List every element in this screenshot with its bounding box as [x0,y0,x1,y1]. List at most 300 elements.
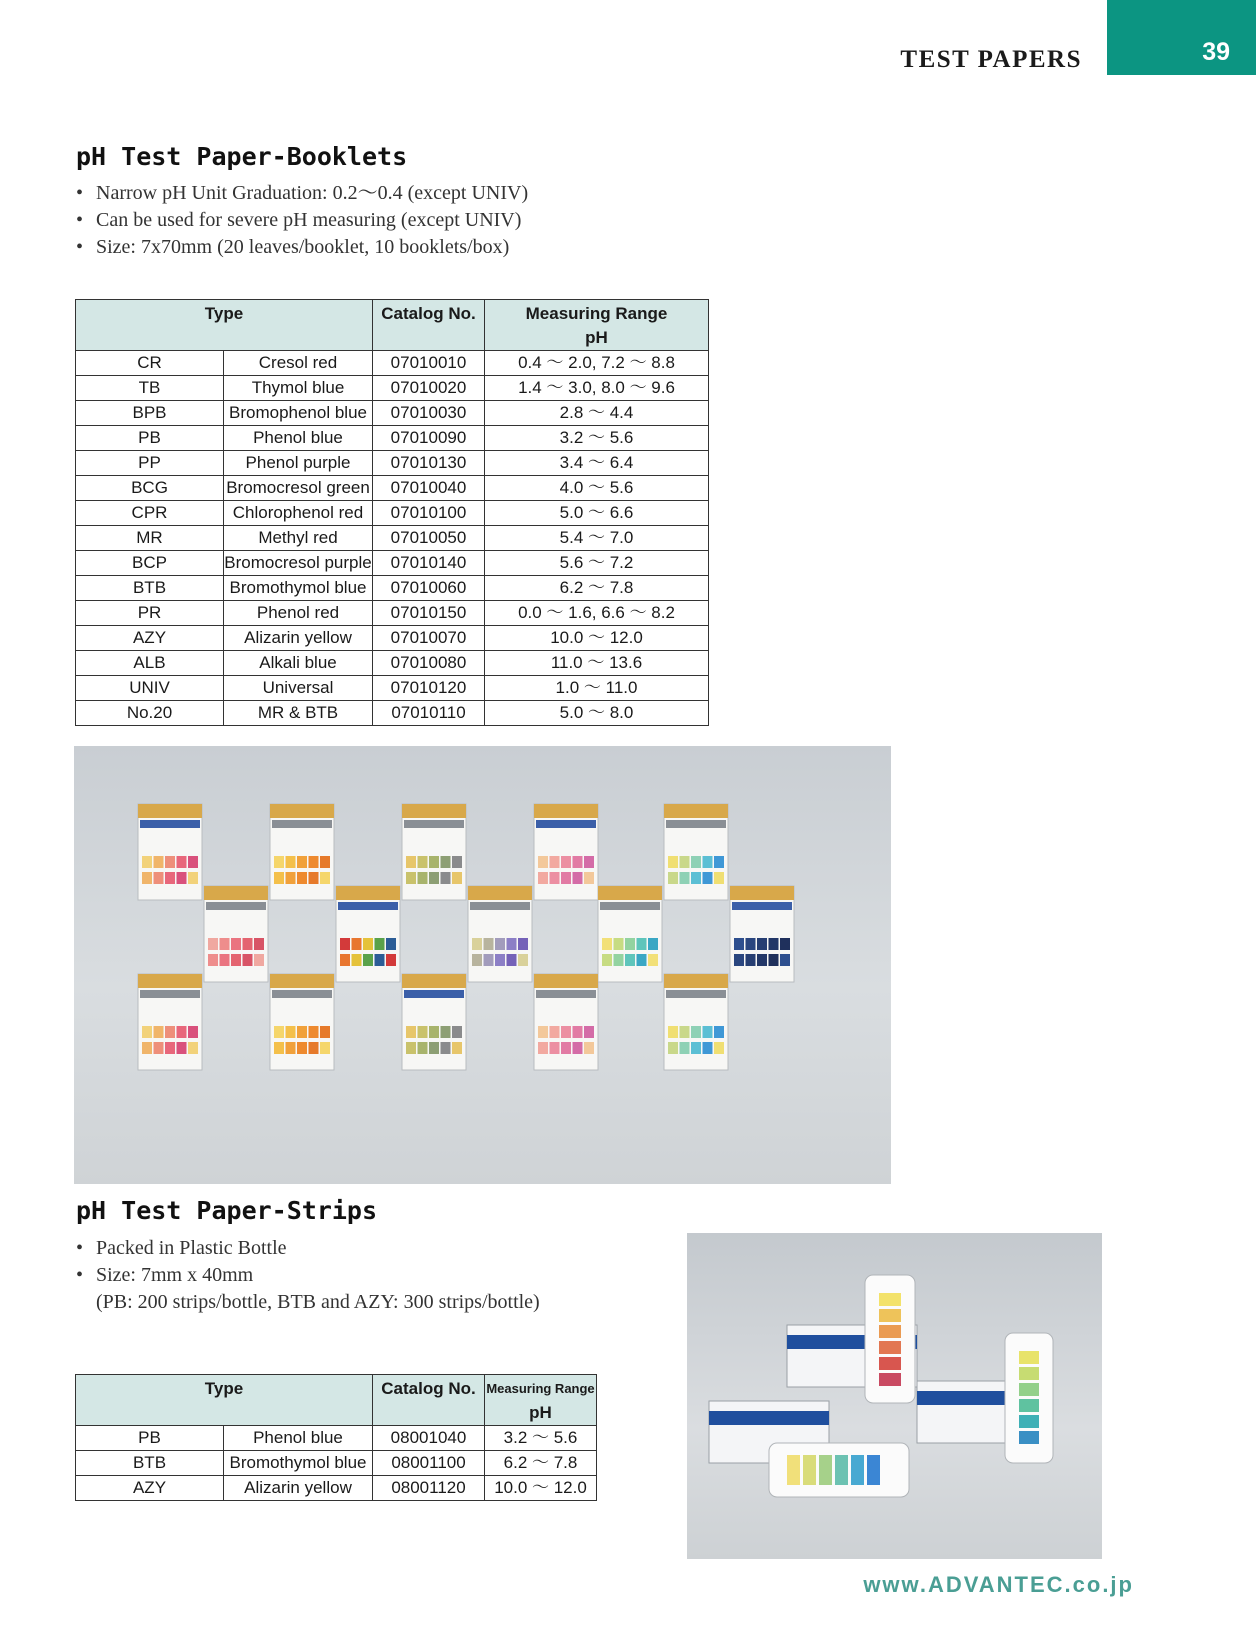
bullet-text: Size: 7mm x 40mm [96,1264,254,1286]
color-swatch [668,1042,678,1054]
color-swatch [274,872,284,884]
bullet-item [76,234,528,261]
color-swatch [220,954,230,966]
color-swatch [879,1309,901,1322]
booklet-band [140,990,200,998]
color-swatch [177,856,187,868]
color-swatch [254,938,264,950]
color-swatch [274,1042,284,1054]
bullet-text: Narrow pH Unit Graduation: 0.2〜0.4 (except UNIV) [96,182,529,204]
cell-code: PP [76,451,224,476]
cell-catalog: 08001120 [373,1476,485,1501]
booklet [204,886,268,982]
cell-code: AZY [76,626,224,651]
color-swatch [188,872,198,884]
color-swatch [851,1455,864,1485]
color-swatch [406,856,416,868]
color-swatch [879,1341,901,1354]
color-swatch [177,1026,187,1038]
cell-range: 5.6 〜 7.2 [485,551,709,576]
color-swatch [441,1042,451,1054]
cell-code: TB [76,376,224,401]
color-swatch [714,856,724,868]
range-label: Measuring Range [486,1381,595,1396]
cell-range: 5.0 〜 8.0 [485,701,709,726]
color-swatch [429,1042,439,1054]
color-swatch [154,1042,164,1054]
booklet [402,804,466,900]
color-swatch [188,856,198,868]
color-swatch [879,1293,901,1306]
booklet-body [468,886,532,982]
color-swatch [418,1026,428,1038]
cell-name: Bromophenol blue [224,401,373,426]
color-swatch [386,938,396,950]
color-swatch [363,938,373,950]
bullet-text: Packed in Plastic Bottle [96,1237,287,1259]
booklet-body [336,886,400,982]
color-swatch [177,1042,187,1054]
booklets-table-body [76,351,709,726]
booklet-band [404,990,464,998]
color-swatch [429,1026,439,1038]
page-number: 39 [1202,38,1230,66]
cell-range: 2.8 〜 4.4 [485,401,709,426]
color-swatch [550,1042,560,1054]
color-swatch [648,938,658,950]
strips-title: pH Test Paper-Strips [76,1196,378,1225]
bullet-text: Size: 7x70mm (20 leaves/booklet, 10 booklets/box) [96,236,510,258]
color-swatch [286,1042,296,1054]
color-swatch [452,872,462,884]
color-swatch [637,938,647,950]
booklet-strip-edge [730,886,794,900]
color-swatch [680,1026,690,1038]
booklet-band [666,990,726,998]
color-swatch [769,938,779,950]
strips-spec-table [75,1374,597,1501]
cell-code: CPR [76,501,224,526]
color-swatch [231,954,241,966]
booklet-body [664,974,728,1070]
cell-catalog: 07010030 [373,401,485,426]
booklet-strip-edge [402,804,466,818]
color-swatch [208,938,218,950]
color-swatch [340,938,350,950]
booklet-band [272,990,332,998]
column-header-range [485,1375,597,1426]
booklet-strip-edge [598,886,662,900]
color-swatch [573,856,583,868]
color-swatch [309,1042,319,1054]
color-swatch [573,1026,583,1038]
strips-table-body [76,1426,597,1501]
color-swatch [835,1455,848,1485]
color-swatch [573,872,583,884]
booklet-band [140,820,200,828]
color-swatch [165,1026,175,1038]
cell-range: 6.2 〜 7.8 [485,576,709,601]
booklet-band [470,902,530,910]
color-swatch [746,954,756,966]
color-swatch [680,856,690,868]
color-swatch [220,938,230,950]
color-swatch [309,872,319,884]
color-swatch [561,872,571,884]
color-swatch [780,938,790,950]
bullet-item [76,1262,540,1289]
color-swatch [231,938,241,950]
cell-name: Bromothymol blue [224,576,373,601]
booklet-band [536,990,596,998]
booklet [138,804,202,900]
color-swatch [879,1325,901,1338]
cell-range: 10.0 〜 12.0 [485,1476,597,1501]
column-header-type: Type [76,1375,373,1426]
cell-catalog: 07010140 [373,551,485,576]
cell-range: 6.2 〜 7.8 [485,1451,597,1476]
booklet [664,974,728,1070]
color-swatch [584,1042,594,1054]
booklet [336,886,400,982]
booklet-body [138,974,202,1070]
cell-name: Bromocresol purple [224,551,373,576]
color-swatch [352,954,362,966]
color-swatch [787,1455,800,1485]
booklets-product-photo [74,746,891,1184]
color-swatch [375,954,385,966]
booklet [664,804,728,900]
color-swatch [406,1042,416,1054]
color-swatch [879,1357,901,1370]
booklet-strip-edge [270,804,334,818]
color-swatch [142,1026,152,1038]
table-row [76,551,709,576]
color-swatch [495,954,505,966]
color-swatch [538,872,548,884]
color-swatch [518,954,528,966]
color-swatch [441,872,451,884]
color-swatch [691,856,701,868]
booklet [270,974,334,1070]
color-swatch [472,954,482,966]
table-row [76,1426,597,1451]
cell-catalog: 07010110 [373,701,485,726]
color-swatch [165,872,175,884]
color-swatch [703,872,713,884]
color-swatch [614,938,624,950]
color-swatch [1019,1367,1039,1380]
booklet-band [536,820,596,828]
range-unit: pH [529,1403,552,1422]
cell-code: MR [76,526,224,551]
booklet-body [270,974,334,1070]
cell-name: Bromothymol blue [224,1451,373,1476]
color-swatch [254,954,264,966]
color-swatch [429,872,439,884]
cell-name: Cresol red [224,351,373,376]
booklet [598,886,662,982]
cell-catalog: 07010100 [373,501,485,526]
color-swatch [734,938,744,950]
cell-name: Phenol purple [224,451,373,476]
booklet-strip-edge [138,974,202,988]
cell-range: 3.4 〜 6.4 [485,451,709,476]
color-swatch [452,1026,462,1038]
color-swatch [703,1026,713,1038]
color-swatch [297,1042,307,1054]
bullet-continuation: (PB: 200 strips/bottle, BTB and AZY: 300 strips/bottle) [96,1291,540,1313]
bottles-illustration [687,1233,1102,1559]
cell-catalog: 07010050 [373,526,485,551]
color-swatch [734,954,744,966]
color-swatch [584,872,594,884]
color-swatch [154,1026,164,1038]
color-swatch [386,954,396,966]
booklet-band [404,820,464,828]
cell-catalog: 07010040 [373,476,485,501]
color-swatch [691,872,701,884]
color-swatch [363,954,373,966]
strips-product-photo [687,1233,1102,1559]
color-swatch [154,856,164,868]
color-swatch [703,1042,713,1054]
table-row [76,376,709,401]
booklet [534,804,598,900]
color-swatch [484,954,494,966]
table-row [76,1476,597,1501]
cell-range: 11.0 〜 13.6 [485,651,709,676]
color-swatch [142,872,152,884]
table-row [76,476,709,501]
color-swatch [1019,1399,1039,1412]
color-swatch [340,954,350,966]
booklet-strip-edge [204,886,268,900]
booklet-body [204,886,268,982]
cell-code: PR [76,601,224,626]
cell-range: 0.0 〜 1.6, 6.6 〜 8.2 [485,601,709,626]
cell-code: BTB [76,1451,224,1476]
column-header-type: Type [76,300,373,351]
color-swatch [648,954,658,966]
color-swatch [757,938,767,950]
cell-code: BPB [76,401,224,426]
color-swatch [879,1373,901,1386]
color-swatch [472,938,482,950]
color-swatch [154,872,164,884]
color-swatch [668,872,678,884]
bullet-dot: • [76,1237,84,1259]
color-swatch [625,938,635,950]
color-swatch [680,1042,690,1054]
color-swatch [320,1042,330,1054]
cell-range: 1.0 〜 11.0 [485,676,709,701]
booklet-band [338,902,398,910]
booklet [270,804,334,900]
booklet-body [730,886,794,982]
color-swatch [1019,1383,1039,1396]
cell-code: BCP [76,551,224,576]
booklet-strip-edge [534,974,598,988]
color-swatch [309,1026,319,1038]
cell-catalog: 08001100 [373,1451,485,1476]
booklets-illustration [74,746,891,1184]
cell-name: Alizarin yellow [224,626,373,651]
booklet-body [664,804,728,900]
cell-range: 10.0 〜 12.0 [485,626,709,651]
booklet-body [534,804,598,900]
table-row [76,401,709,426]
booklet-band [600,902,660,910]
booklet-body [402,804,466,900]
booklet-strip-edge [534,804,598,818]
table-row [76,351,709,376]
color-swatch [177,872,187,884]
bullet-dot: • [76,209,84,231]
cell-name: Phenol blue [224,426,373,451]
color-swatch [297,856,307,868]
table-row [76,601,709,626]
cell-catalog: 07010130 [373,451,485,476]
cell-code: No.20 [76,701,224,726]
cell-code: ALB [76,651,224,676]
color-swatch [573,1042,583,1054]
booklet-strip-edge [336,886,400,900]
color-swatch [668,856,678,868]
cell-name: Alkali blue [224,651,373,676]
color-swatch [441,856,451,868]
table-row [76,501,709,526]
booklets-spec-table [75,299,709,726]
column-header-catalog: Catalog No. [373,1375,485,1426]
booklets-title: pH Test Paper-Booklets [76,142,408,171]
color-swatch [406,872,416,884]
cell-catalog: 07010150 [373,601,485,626]
bullet-item [76,207,528,234]
cell-name: Phenol blue [224,1426,373,1451]
color-swatch [691,1026,701,1038]
booklet-strip-edge [402,974,466,988]
color-swatch [274,856,284,868]
color-swatch [320,872,330,884]
color-swatch [429,856,439,868]
color-swatch [691,1042,701,1054]
color-swatch [780,954,790,966]
color-swatch [625,954,635,966]
booklet-strip-edge [270,974,334,988]
color-swatch [550,872,560,884]
column-header-catalog: Catalog No. [373,300,485,351]
booklet [730,886,794,982]
cell-range: 1.4 〜 3.0, 8.0 〜 9.6 [485,376,709,401]
color-swatch [668,1026,678,1038]
color-swatch [584,1026,594,1038]
table-row [76,676,709,701]
booklet [534,974,598,1070]
booklet [468,886,532,982]
cell-name: Methyl red [224,526,373,551]
color-swatch [418,872,428,884]
column-header-range [485,300,709,351]
color-swatch [418,856,428,868]
color-swatch [757,954,767,966]
cell-catalog: 07010070 [373,626,485,651]
cell-code: PB [76,426,224,451]
section-heading: TEST PAPERS [900,46,1082,73]
color-swatch [1019,1431,1039,1444]
cell-code: BCG [76,476,224,501]
color-swatch [680,872,690,884]
color-swatch [286,856,296,868]
bullet-dot: • [76,1264,84,1286]
cell-range: 3.2 〜 5.6 [485,1426,597,1451]
range-unit: pH [585,328,608,347]
cell-name: Universal [224,676,373,701]
range-label: Measuring Range [525,304,668,323]
color-swatch [1019,1351,1039,1364]
color-swatch [286,1026,296,1038]
color-swatch [714,1026,724,1038]
footer-url: www.ADVANTEC.co.jp [863,1572,1134,1597]
cell-name: Chlorophenol red [224,501,373,526]
color-swatch [452,856,462,868]
color-swatch [297,872,307,884]
color-swatch [561,1042,571,1054]
color-swatch [538,1026,548,1038]
color-swatch [441,1026,451,1038]
cell-code: AZY [76,1476,224,1501]
color-swatch [867,1455,880,1485]
color-swatch [418,1042,428,1054]
color-swatch [550,856,560,868]
cell-catalog: 07010060 [373,576,485,601]
color-swatch [495,938,505,950]
cell-range: 5.4 〜 7.0 [485,526,709,551]
table-row [76,626,709,651]
color-swatch [142,1042,152,1054]
color-swatch [309,856,319,868]
cell-name: Phenol red [224,601,373,626]
color-swatch [188,1026,198,1038]
color-swatch [538,1042,548,1054]
color-swatch [320,856,330,868]
booklet-band [206,902,266,910]
booklet-strip-edge [664,974,728,988]
cell-code: PB [76,1426,224,1451]
color-swatch [518,938,528,950]
color-swatch [769,954,779,966]
cell-catalog: 08001040 [373,1426,485,1451]
color-swatch [375,938,385,950]
cell-catalog: 07010080 [373,651,485,676]
color-swatch [208,954,218,966]
booklet-body [138,804,202,900]
color-swatch [188,1042,198,1054]
cell-name: MR & BTB [224,701,373,726]
booklet [138,974,202,1070]
cell-range: 5.0 〜 6.6 [485,501,709,526]
cell-catalog: 07010010 [373,351,485,376]
color-swatch [561,1026,571,1038]
color-swatch [274,1026,284,1038]
color-swatch [243,954,253,966]
booklet-band [732,902,792,910]
cell-code: BTB [76,576,224,601]
color-swatch [286,872,296,884]
booklet-band [666,820,726,828]
color-swatch [561,856,571,868]
booklet-band [272,820,332,828]
